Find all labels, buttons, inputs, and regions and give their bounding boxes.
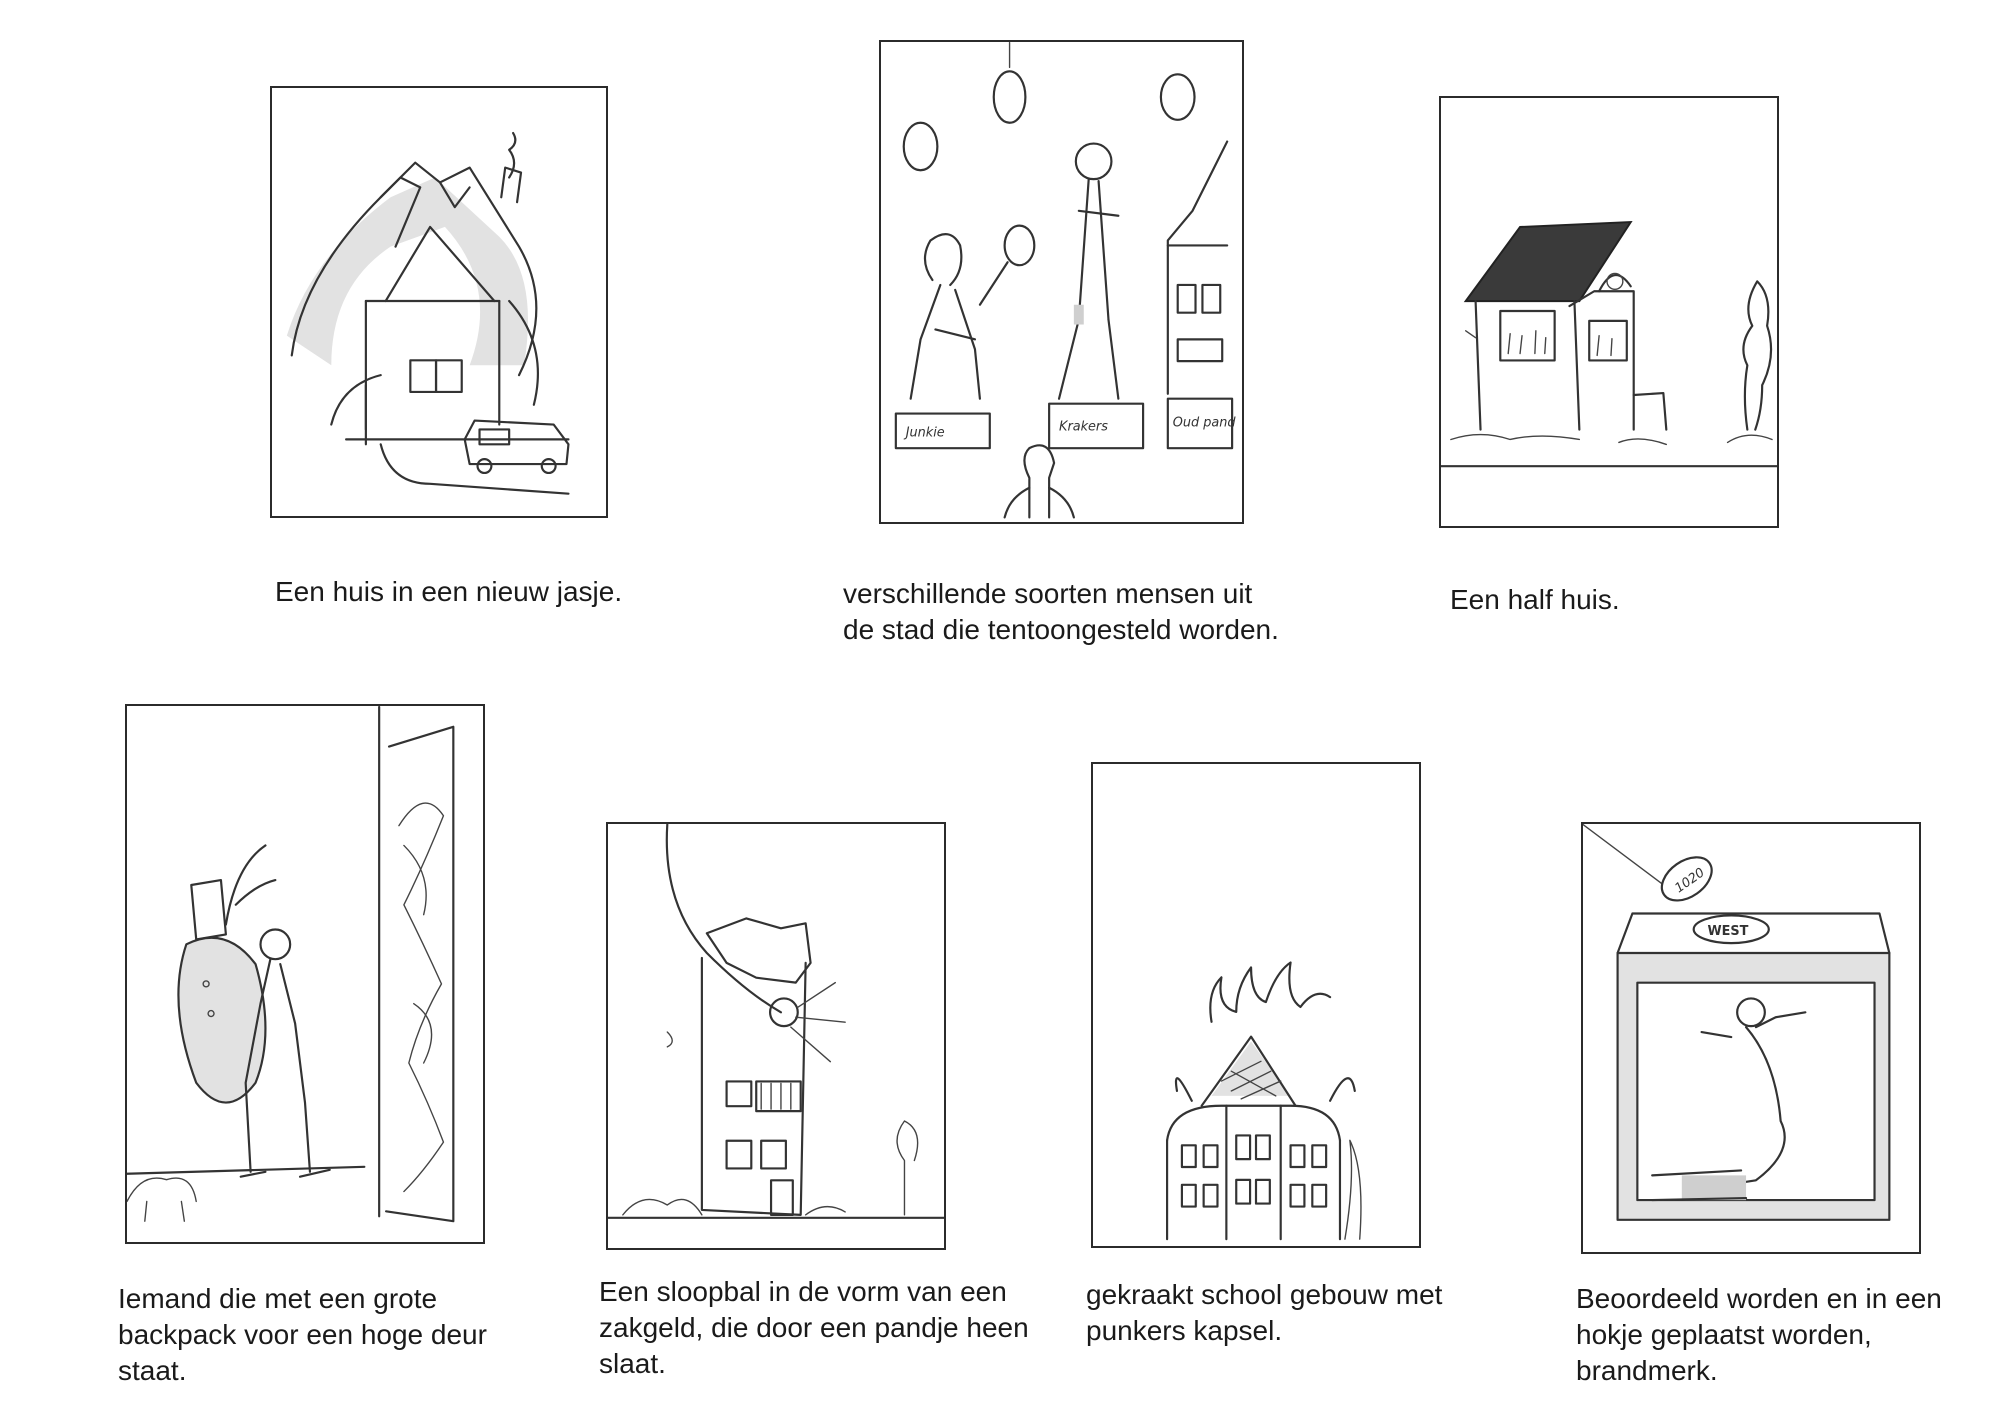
- sketch-panel-backpack-door: [125, 704, 485, 1244]
- backpack-door-illustration: [127, 706, 483, 1242]
- sketch-panel-people-exhibit: [879, 40, 1244, 524]
- caption-panel-1: Een huis in een nieuw jasje.: [275, 576, 623, 607]
- judged-box-illustration: [1583, 824, 1919, 1252]
- squatted-school-illustration: [1093, 764, 1419, 1246]
- sign-krakers: Krakers: [1059, 419, 1108, 435]
- caption-panel-4: Iemand die met een grote backpack voor een hoge deur staat.: [118, 1283, 487, 1386]
- house-jacket-illustration: [272, 88, 606, 516]
- sketch-panel-house-jacket: [270, 86, 608, 518]
- sketch-panel-judged-box: [1581, 822, 1921, 1254]
- wrecking-ball-illustration: [608, 824, 944, 1248]
- sketch-panel-half-house: [1439, 96, 1779, 528]
- half-house-illustration: [1441, 98, 1777, 526]
- sketch-panel-squatted-school: [1091, 762, 1421, 1248]
- caption-panel-3: Een half huis.: [1450, 584, 1620, 615]
- sign-oud-pand: Oud pand: [1172, 415, 1236, 431]
- stamp-label: 1020: [1672, 865, 1708, 897]
- sign-west: WEST: [1707, 924, 1749, 940]
- people-exhibit-illustration: [881, 42, 1242, 522]
- caption-panel-7: Beoordeeld worden en in een hokje geplaatst worden, brandmerk.: [1576, 1283, 1942, 1386]
- caption-panel-6: gekraakt school gebouw met punkers kapsel.: [1086, 1279, 1443, 1346]
- sketch-panel-wrecking-ball: [606, 822, 946, 1250]
- caption-panel-5: Een sloopbal in de vorm van een zakgeld, die door een pandje heen slaat.: [599, 1276, 1029, 1379]
- sign-junkie: Junkie: [905, 425, 945, 441]
- caption-panel-2: verschillende soorten mensen uit de stad die tentoongesteld worden.: [843, 578, 1279, 645]
